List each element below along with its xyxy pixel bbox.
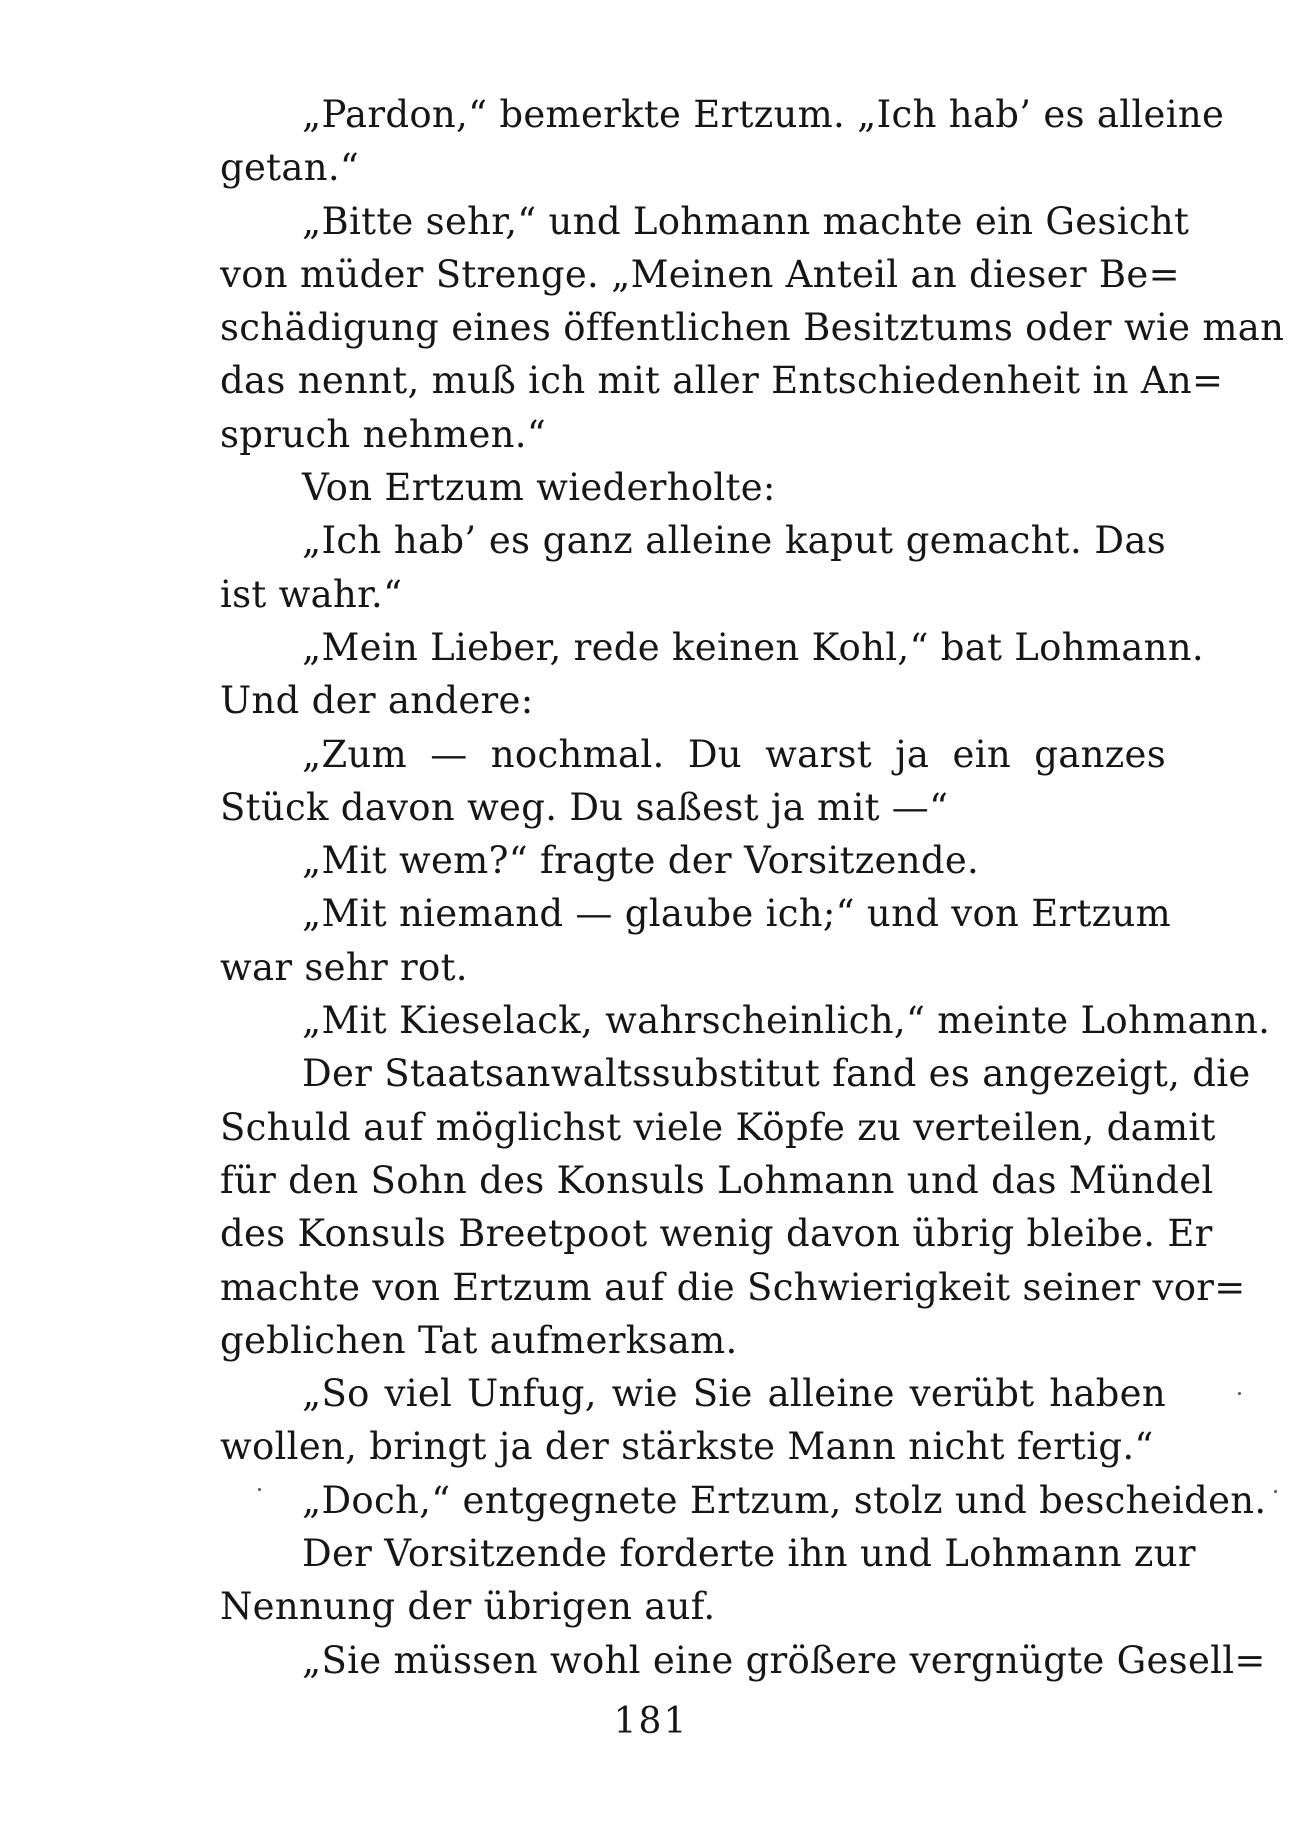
text-line: das nennt, muß ich mit aller Entschiedenheit in An= (220, 359, 1224, 403)
text-line: schädigung eines öffentlichen Besitztums oder wie man (220, 306, 1285, 350)
print-speck (258, 1488, 261, 1491)
text-line: machte von Ertzum auf die Schwierigkeit seiner vor= (220, 1265, 1246, 1309)
text-line: „Mit Kieselack, wahrscheinlich,“ meinte Lohmann. (302, 999, 1271, 1043)
text-line: ist wahr.“ (220, 572, 403, 616)
text-line: Der Staatsanwaltssubstitut fand es angezeigt, die (302, 1052, 1251, 1096)
text-line: Nennung der übrigen auf. (220, 1585, 716, 1629)
text-line: des Konsuls Breetpoot wenig davon übrig bleibe. Er (220, 1212, 1213, 1256)
text-line: von müder Strenge. „Meinen Anteil an dieser Be= (220, 252, 1180, 296)
text-line: Und der andere: (220, 679, 534, 723)
text-line: „Sie müssen wohl eine größere vergnügte Gesell= (302, 1638, 1266, 1682)
text-line: geblichen Tat aufmerksam. (220, 1318, 738, 1362)
text-line: „Mit wem?“ fragte der Vorsitzende. (302, 839, 980, 883)
text-line: „Mein Lieber, rede keinen Kohl,“ bat Lohmann. (302, 625, 1204, 669)
text-line: wollen, bringt ja der stärkste Mann nicht fertig.“ (220, 1425, 1154, 1469)
text-line: spruch nehmen.“ (220, 412, 547, 456)
text-line: „Zum — nochmal. Du warst ja ein ganzes (302, 732, 1166, 776)
page-number: 181 (613, 1701, 689, 1742)
body-text (220, 88, 1285, 1687)
text-line: getan.“ (220, 146, 360, 190)
text-line: Von Ertzum wiederholte: (302, 466, 776, 510)
text-line: „Ich hab’ es ganz alleine kaput gemacht. Das (302, 519, 1166, 563)
text-line: Der Vorsitzende forderte ihn und Lohmann zur (302, 1532, 1196, 1576)
text-line: „Doch,“ entgegnete Ertzum, stolz und bescheiden. (302, 1478, 1267, 1522)
text-line: „Mit niemand — glaube ich;“ und von Ertzum (302, 892, 1171, 936)
text-line: war sehr rot. (220, 945, 468, 989)
text-line: Schuld auf möglichst viele Köpfe zu verteilen, damit (220, 1105, 1216, 1149)
text-line: für den Sohn des Konsuls Lohmann und das Mündel (220, 1158, 1214, 1202)
print-speck (1274, 1490, 1277, 1493)
text-line: „So viel Unfug, wie Sie alleine verübt haben (302, 1372, 1166, 1416)
text-line: „Pardon,“ bemerkte Ertzum. „Ich hab’ es alleine (302, 93, 1225, 136)
text-line: „Bitte sehr,“ und Lohmann machte ein Gesicht (302, 199, 1190, 243)
print-speck (1238, 1392, 1241, 1395)
text-line: Stück davon weg. Du saßest ja mit —“ (220, 785, 949, 829)
